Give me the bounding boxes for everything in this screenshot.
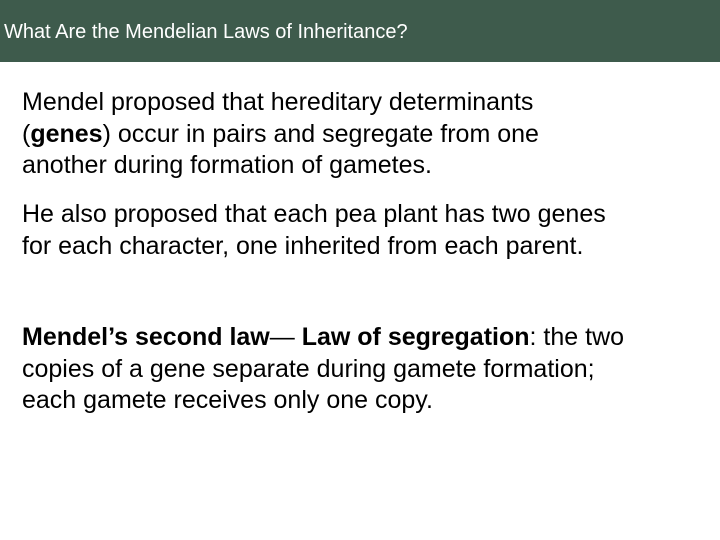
law-dash: — xyxy=(269,323,302,351)
title-bar xyxy=(0,0,720,62)
paragraph1-line2-open: ( xyxy=(22,119,31,148)
paragraph-two-genes xyxy=(22,199,606,262)
paragraph2-line2: for each character, one inherited from each parent. xyxy=(22,231,584,260)
paragraph3-line1-rest: : the two xyxy=(529,323,625,351)
paragraph1-line3: another during formation of gametes. xyxy=(22,151,432,179)
second-law-label: Mendel’s second law xyxy=(22,323,270,351)
paragraph1-line2-rest: ) occur in pairs and segregate from one xyxy=(102,119,539,148)
paragraph2-line1: He also proposed that each pea plant has two genes xyxy=(22,200,606,228)
law-name: Law of segregation xyxy=(301,323,530,351)
paragraph3-line3: each gamete receives only one copy. xyxy=(22,386,433,414)
paragraph3-line2: copies of a gene separate during gamete formation; xyxy=(22,354,595,383)
slide-title: What Are the Mendelian Laws of Inheritance? xyxy=(4,21,408,43)
genes-term: genes xyxy=(30,119,103,148)
paragraph-law-of-segregation xyxy=(22,322,624,417)
paragraph-genes-in-pairs xyxy=(22,87,539,182)
paragraph1-line1: Mendel proposed that hereditary determinants xyxy=(22,88,534,116)
